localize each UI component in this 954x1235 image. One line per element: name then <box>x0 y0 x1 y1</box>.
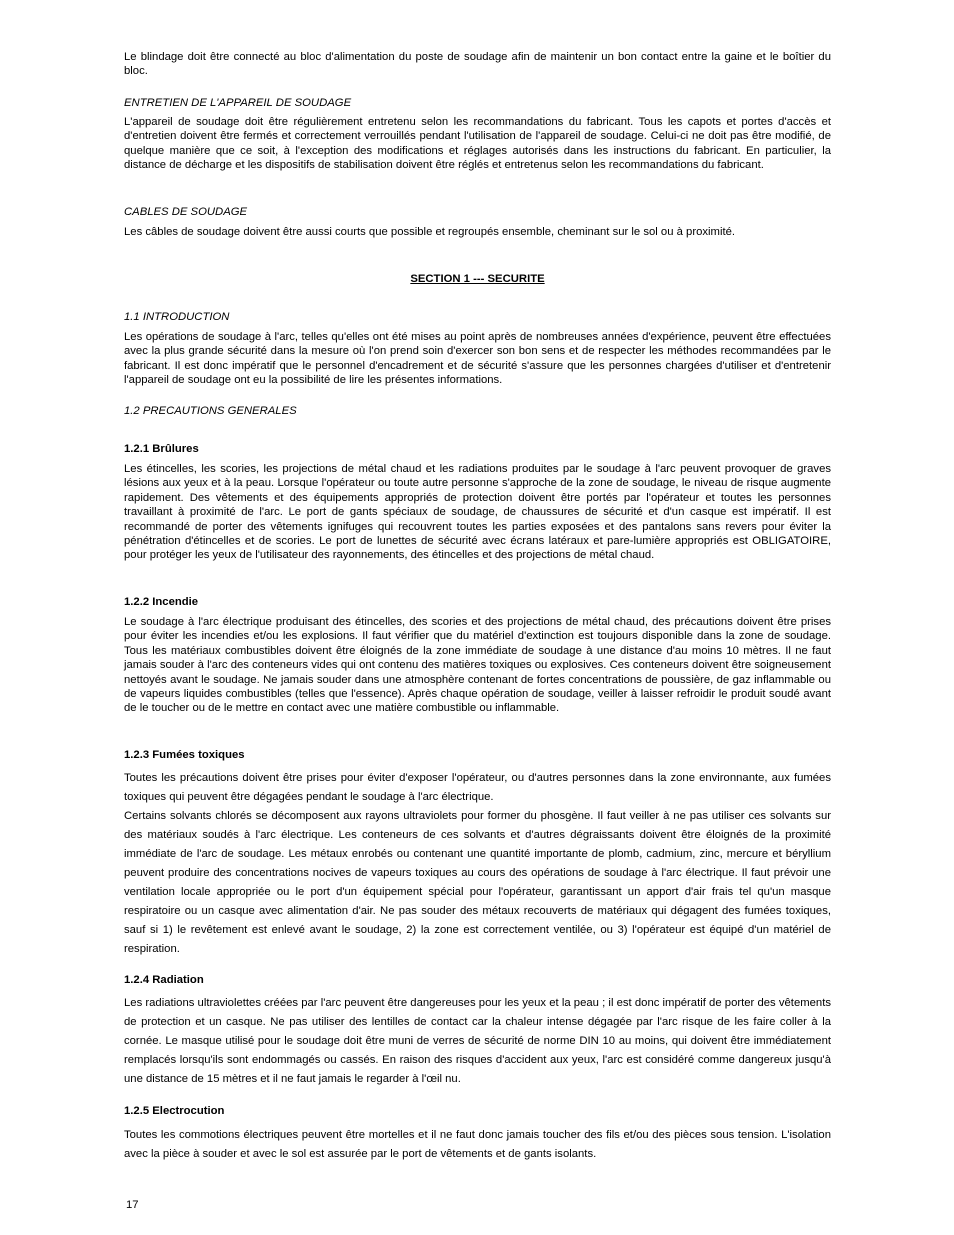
cables-heading: CABLES DE SOUDAGE <box>124 206 248 218</box>
introduction-heading: 1.1 INTRODUCTION <box>124 311 230 323</box>
cables-text: Les câbles de soudage doivent être aussi courts que possible et regroupés ensemble, cheminant sur le sol ou à proximité. <box>124 226 736 238</box>
electrocution-text: Toutes les commotions électriques peuvent être mortelles et il ne faut donc jamais toucher des fils et/ou des pièces sous tension. L'isolation avec la pièce à souder et avec le sol est assurée par le port de vêtements et de gants isolants. <box>124 1129 831 1160</box>
electrocution-heading: 1.2.5 Electrocution <box>124 1105 225 1117</box>
precautions-heading: 1.2 PRECAUTIONS GENERALES <box>124 405 297 417</box>
fumes-text-1: Toutes les précautions doivent être prises pour éviter d'exposer l'opérateur, ou d'autres personnes dans la zone environnante, aux fumées toxiques qui peuvent être dégagées pendant le soudage à l'arc électrique. <box>124 772 831 803</box>
page-number: 17 <box>126 1199 139 1211</box>
burns-text: Les étincelles, les scories, les projections de métal chaud et les radiations produites par le soudage à l'arc peuvent provoquer de graves lésions aux yeux et à la peau. Lorsque l'opérateur ou toute autre personne s'approche de la zone de soudage, le niveau de risque augmente rapidement. Des vêtements et des équipements appropriés de protection doivent être portés par l'opérateur et toutes les personnes travaillant à proximité de l'arc. Le port de gants spéciaux de soudage, de chaussures de sécurité et d'un casque est impératif. Il est recommandé de porter des vêtements ignifuges qui recouvrent toutes les parties exposées et des pantalons sans revers pour éviter la pénétration d'étincelles et de scories. Le port de lunettes de sécurité avec écrans latéraux et pare-lumière appropriés est OBLIGATOIRE, pour protéger les yeux de l'utilisateur des rayonnements, des étincelles et des projections de métal chaud. <box>124 463 831 562</box>
fumes-heading: 1.2.3 Fumées toxiques <box>124 749 245 761</box>
intro-paragraph: Le blindage doit être connecté au bloc d'alimentation du poste de soudage afin de maintenir un bon contact entre la gaine et le boîtier du bloc. <box>124 51 831 78</box>
burns-heading: 1.2.1 Brûlures <box>124 443 199 455</box>
maintenance-heading: ENTRETIEN DE L'APPAREIL DE SOUDAGE <box>124 97 352 109</box>
introduction-text: Les opérations de soudage à l'arc, telles qu'elles ont été mises au point après de nombreuses années d'expérience, peuvent être effectuées avec la plus grande sécurité dans la mesure où l'on prend soin d'exercer son bon sens et de respecter les méthodes recommandées par le fabricant. Il est donc impératif que le personnel d'encadrement et de sécurité s'assure que les personnes chargées d'utiliser et d'entretenir l'appareil de soudage ont eu la possibilité de lire les présentes informations. <box>124 331 831 387</box>
fumes-text-2: Certains solvants chlorés se décomposent aux rayons ultraviolets pour former du phosgène. Il faut veiller à ne pas utiliser ces solvants sur des matériaux soudés à l'arc électrique. Les conteneurs de ces solvants et d'autres dégraissants doivent être éloignés de la proximité immédiate de l'arc de soudage. Les métaux enrobés ou contenant une quantité importante de plomb, cadmium, zinc, mercure et béryllium peuvent produire des concentrations nocives de vapeurs toxiques au cours des opérations de soudage à l'arc électrique. Il faut prévoir une ventilation locale appropriée ou le port d'un équipement spécial pour l'opérateur, garantissant un apport d'air frais tel qu'un masque respiratoire ou un casque avec alimentation d'air. Ne pas souder des métaux recouverts de matériaux qui dégagent des fumées toxiques, sauf si 1) le revêtement est enlevé avant le soudage, 2) la zone est correctement ventilée, ou 3) l'opérateur est équipé d'un matériel de respiration. <box>124 810 831 955</box>
maintenance-text: L'appareil de soudage doit être régulièrement entretenu selon les recommandations du fabricant. Tous les capots et portes d'accès et d'entretien doivent être fermés et correctement verrouillés pendant l'utilisation de l'appareil de soudage. Celui-ci ne doit pas être modifié, de quelque manière que ce soit, à l'exception des modifications et réglages autorisés dans les instructions du fabricant. En particulier, la distance de décharge et les dispositifs de stabilisation doivent être réglés et entretenus selon les recommandations du fabricant. <box>124 116 831 172</box>
fire-text: Le soudage à l'arc électrique produisant des étincelles, des scories et des projections de métal chaud, des précautions doivent être prises pour éviter les incendies et/ou les explosions. Il faut vérifier que du matériel d'extinction est toujours disponible dans la zone de soudage. Tous les matériaux combustibles doivent être éloignés de la zone immédiate de soudage à une distance d'au moins 10 mètres. Il ne faut jamais souder à l'arc des conteneurs vides qui ont contenu des matières toxiques ou explosives. Ces conteneurs doivent être soigneusement nettoyés avant le soudage. Ne jamais souder dans une atmosphère contenant de fortes concentrations de poussière, de gaz inflammable ou de vapeurs liquides combustibles (telles que l'essence). Après chaque opération de soudage, veiller à laisser refroidir le produit soudé avant de le toucher ou de le mettre en contact avec une matière combustible ou inflammable. <box>124 616 831 715</box>
radiation-text: Les radiations ultraviolettes créées par l'arc peuvent être dangereuses pour les yeux et la peau ; il est donc impératif de porter des vêtements de protection et un casque. Ne pas utiliser des lentilles de contact car la chaleur intense dégagée par l'arc risque de les faire coller à la cornée. Le masque utilisé pour le soudage doit être muni de verres de sécurité de norme DIN 10 au moins, qui doivent être immédiatement remplacés lorsqu'ils sont endommagés ou cassés. En raison des risques d'accident aux yeux, l'arc est considéré comme dangereux jusqu'à une distance de 15 mètres et il ne faut jamais le regarder à l'œil nu. <box>124 997 831 1085</box>
radiation-heading: 1.2.4 Radiation <box>124 974 204 986</box>
fire-heading: 1.2.2 Incendie <box>124 596 199 608</box>
section-title: SECTION 1 --- SECURITE <box>410 273 545 285</box>
